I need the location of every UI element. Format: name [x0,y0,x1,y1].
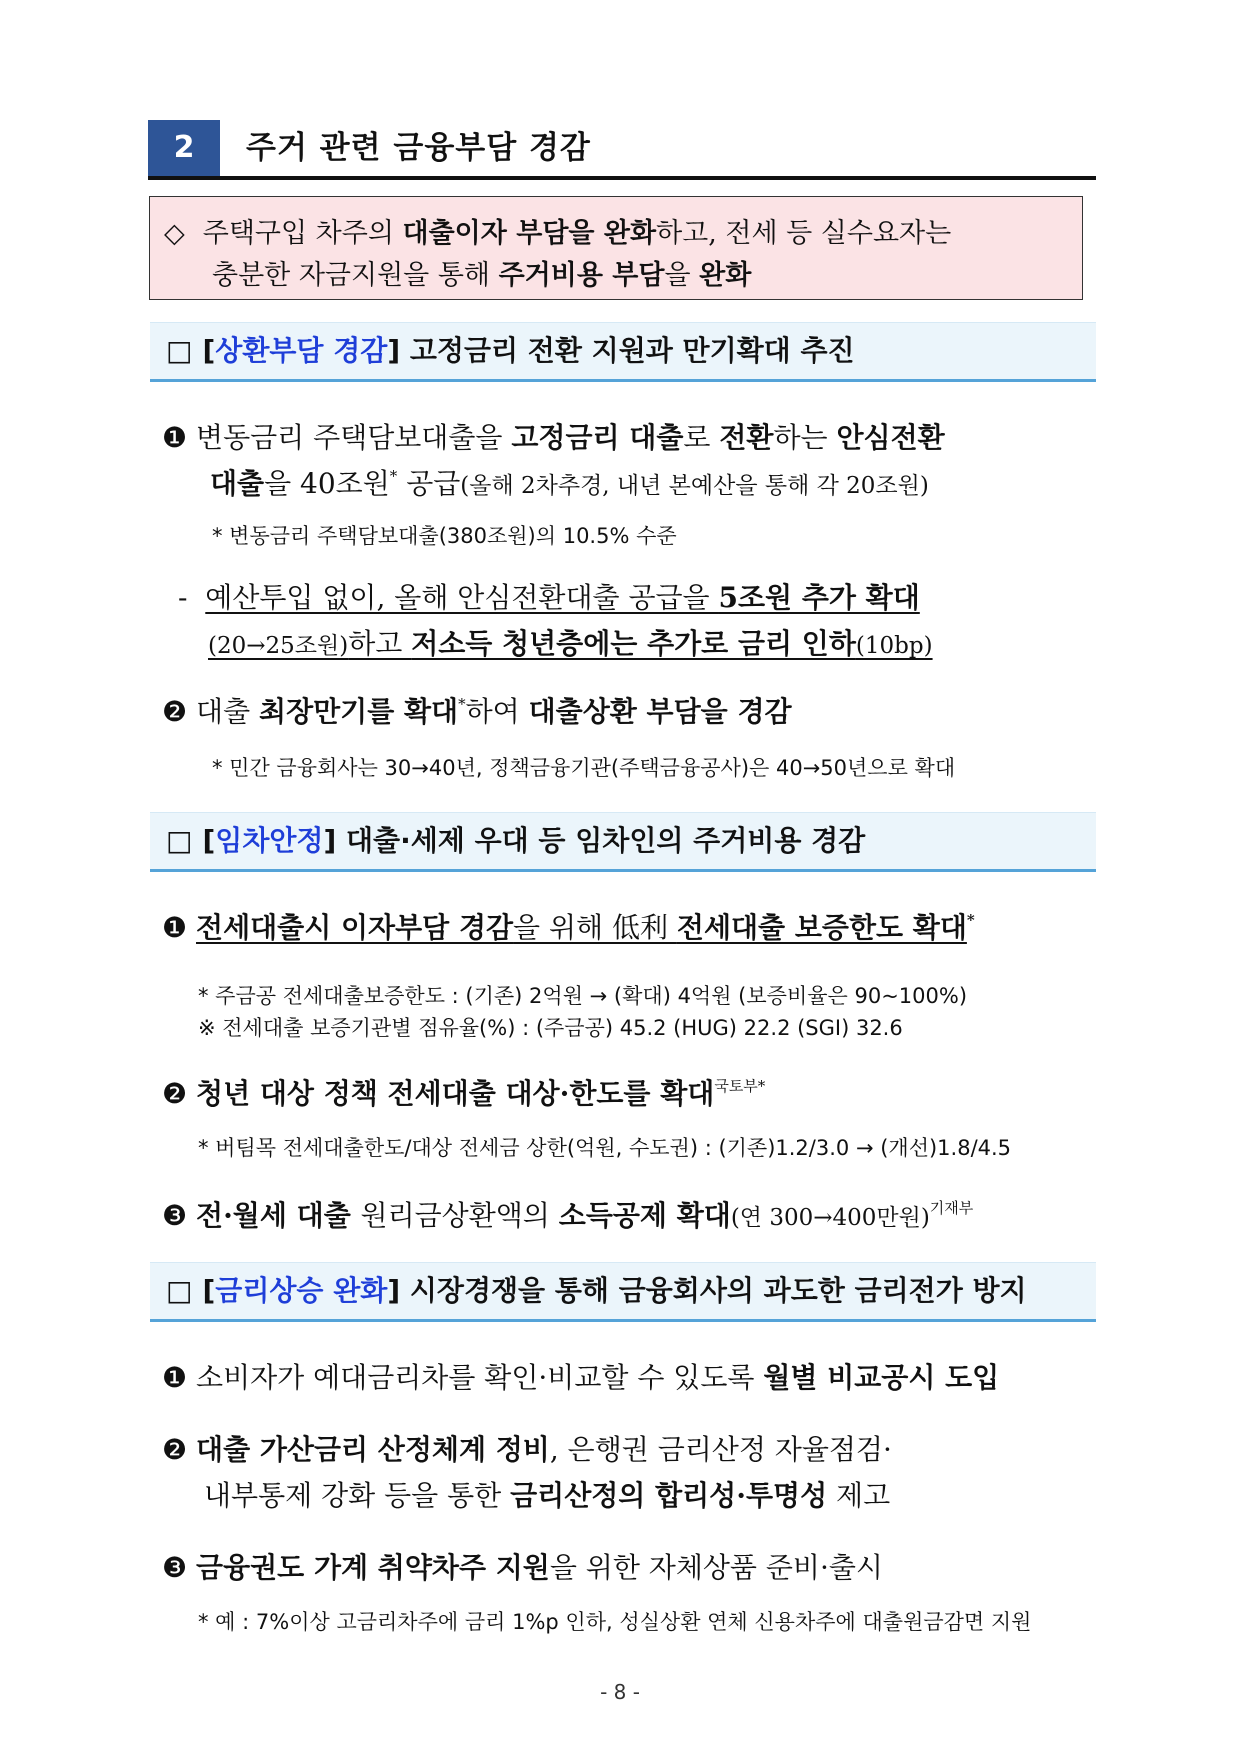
subheading-text: □ [금리상승 완화] 시장경쟁을 통해 금융회사의 과도한 금리전가 방지 [166,1274,1027,1307]
number-1-icon: ❶ [162,421,188,454]
b3-item3-note: * 예 : 7%이상 고금리차주에 금리 1%p 인하, 성실상환 연체 신용차주에 대출원금감면 지원 [198,1610,1032,1634]
section-title: 주거 관련 금융부담 경감 [246,130,591,166]
number-3-icon: ❸ [162,1551,188,1584]
number-2-icon: ❷ [162,695,188,728]
number-1-icon: ❶ [162,1361,188,1394]
number-2-icon: ❷ [162,1077,188,1110]
b2-item1-line1: ❶ 전세대출시 이자부담 경감을 위해 低利 전세대출 보증한도 확대* [162,911,975,944]
b2-item3-line1: ❸ 전·월세 대출 원리금상환액의 소득공제 확대(연 300→400만원)$^{기재부}$ [162,1199,974,1232]
b1-item1-line2: 대출을 40조원* 공급(올해 2차추경, 내년 본예산을 통해 각 20조원) [210,467,929,500]
summary-box [149,196,1083,300]
b1-item1-sub-line2: (20→25조원)하고 저소득 청년층에는 추가로 금리 인하(10bp) [208,627,933,660]
b1-item1-sub-line1: - 예산투입 없이, 올해 안심전환대출 공급을 5조원 추가 확대 [178,581,920,614]
number-1-icon: ❶ [162,911,188,944]
section-number: 2 [148,120,220,176]
checkbox-square-icon: □ [166,334,193,367]
b1-item2-note: * 민간 금융회사는 30→40년, 정책금융기관(주택금융공사)은 40→50년으로 확대 [212,756,956,780]
diamond-icon: ◇ [164,218,185,249]
b3-item2-line2: 내부통제 강화 등을 통한 금리산정의 합리성·투명성 제고 [204,1479,891,1512]
b1-item1-line1: ❶ 변동금리 주택담보대출을 고정금리 대출로 전환하는 안심전환 [162,421,945,454]
b2-item1-note1: * 주금공 전세대출보증한도 : (기존) 2억원 → (확대) 4억원 (보증비율은 90~100%) [198,984,968,1008]
checkbox-square-icon: □ [166,1274,193,1307]
b3-item3-line1: ❸ 금융권도 가계 취약차주 지원을 위한 자체상품 준비·출시 [162,1551,883,1584]
b1-item2-line1: ❷ 대출 최장만기를 확대*하여 대출상환 부담을 경감 [162,695,792,728]
section-header [148,120,1096,180]
subheading-bar-rate [150,1262,1096,1322]
number-2-icon: ❷ [162,1433,188,1466]
b2-item1-note2: ※ 전세대출 보증기관별 점유율(%) : (주금공) 45.2 (HUG) 22.2 (SGI) 32.6 [198,1016,903,1040]
b1-item1-note: * 변동금리 주택담보대출(380조원)의 10.5% 수준 [212,524,677,548]
subheading-text: □ [상환부담 경감] 고정금리 전환 지원과 만기확대 추진 [166,334,855,367]
number-3-icon: ❸ [162,1199,188,1232]
checkbox-square-icon: □ [166,824,193,857]
b2-item2-line1: ❷ 청년 대상 정책 전세대출 대상·한도를 확대$^{국토부*}$ [162,1077,766,1110]
b2-item2-note: * 버팀목 전세대출한도/대상 전세금 상한(억원, 수도권) : (기존)1.2/3.0 → (개선)1.8/4.5 [198,1136,1012,1160]
summary-line-2: 충분한 자금지원을 통해 주거비용 부담을 완화 [212,260,752,291]
b3-item2-line1: ❷ 대출 가산금리 산정체계 정비, 은행권 금리산정 자율점검· [162,1433,892,1466]
subheading-bar-repayment [150,322,1096,382]
b3-item1-line1: ❶ 소비자가 예대금리차를 확인·비교할 수 있도록 월별 비교공시 도입 [162,1361,1000,1394]
summary-line-1: ◇ 주택구입 차주의 대출이자 부담을 완화하고, 전세 등 실수요자는 [164,218,952,249]
subheading-bar-rental [150,812,1096,872]
page-number: - 8 - [600,1680,640,1704]
subheading-text: □ [임차안정] 대출·세제 우대 등 임차인의 주거비용 경감 [166,824,866,857]
